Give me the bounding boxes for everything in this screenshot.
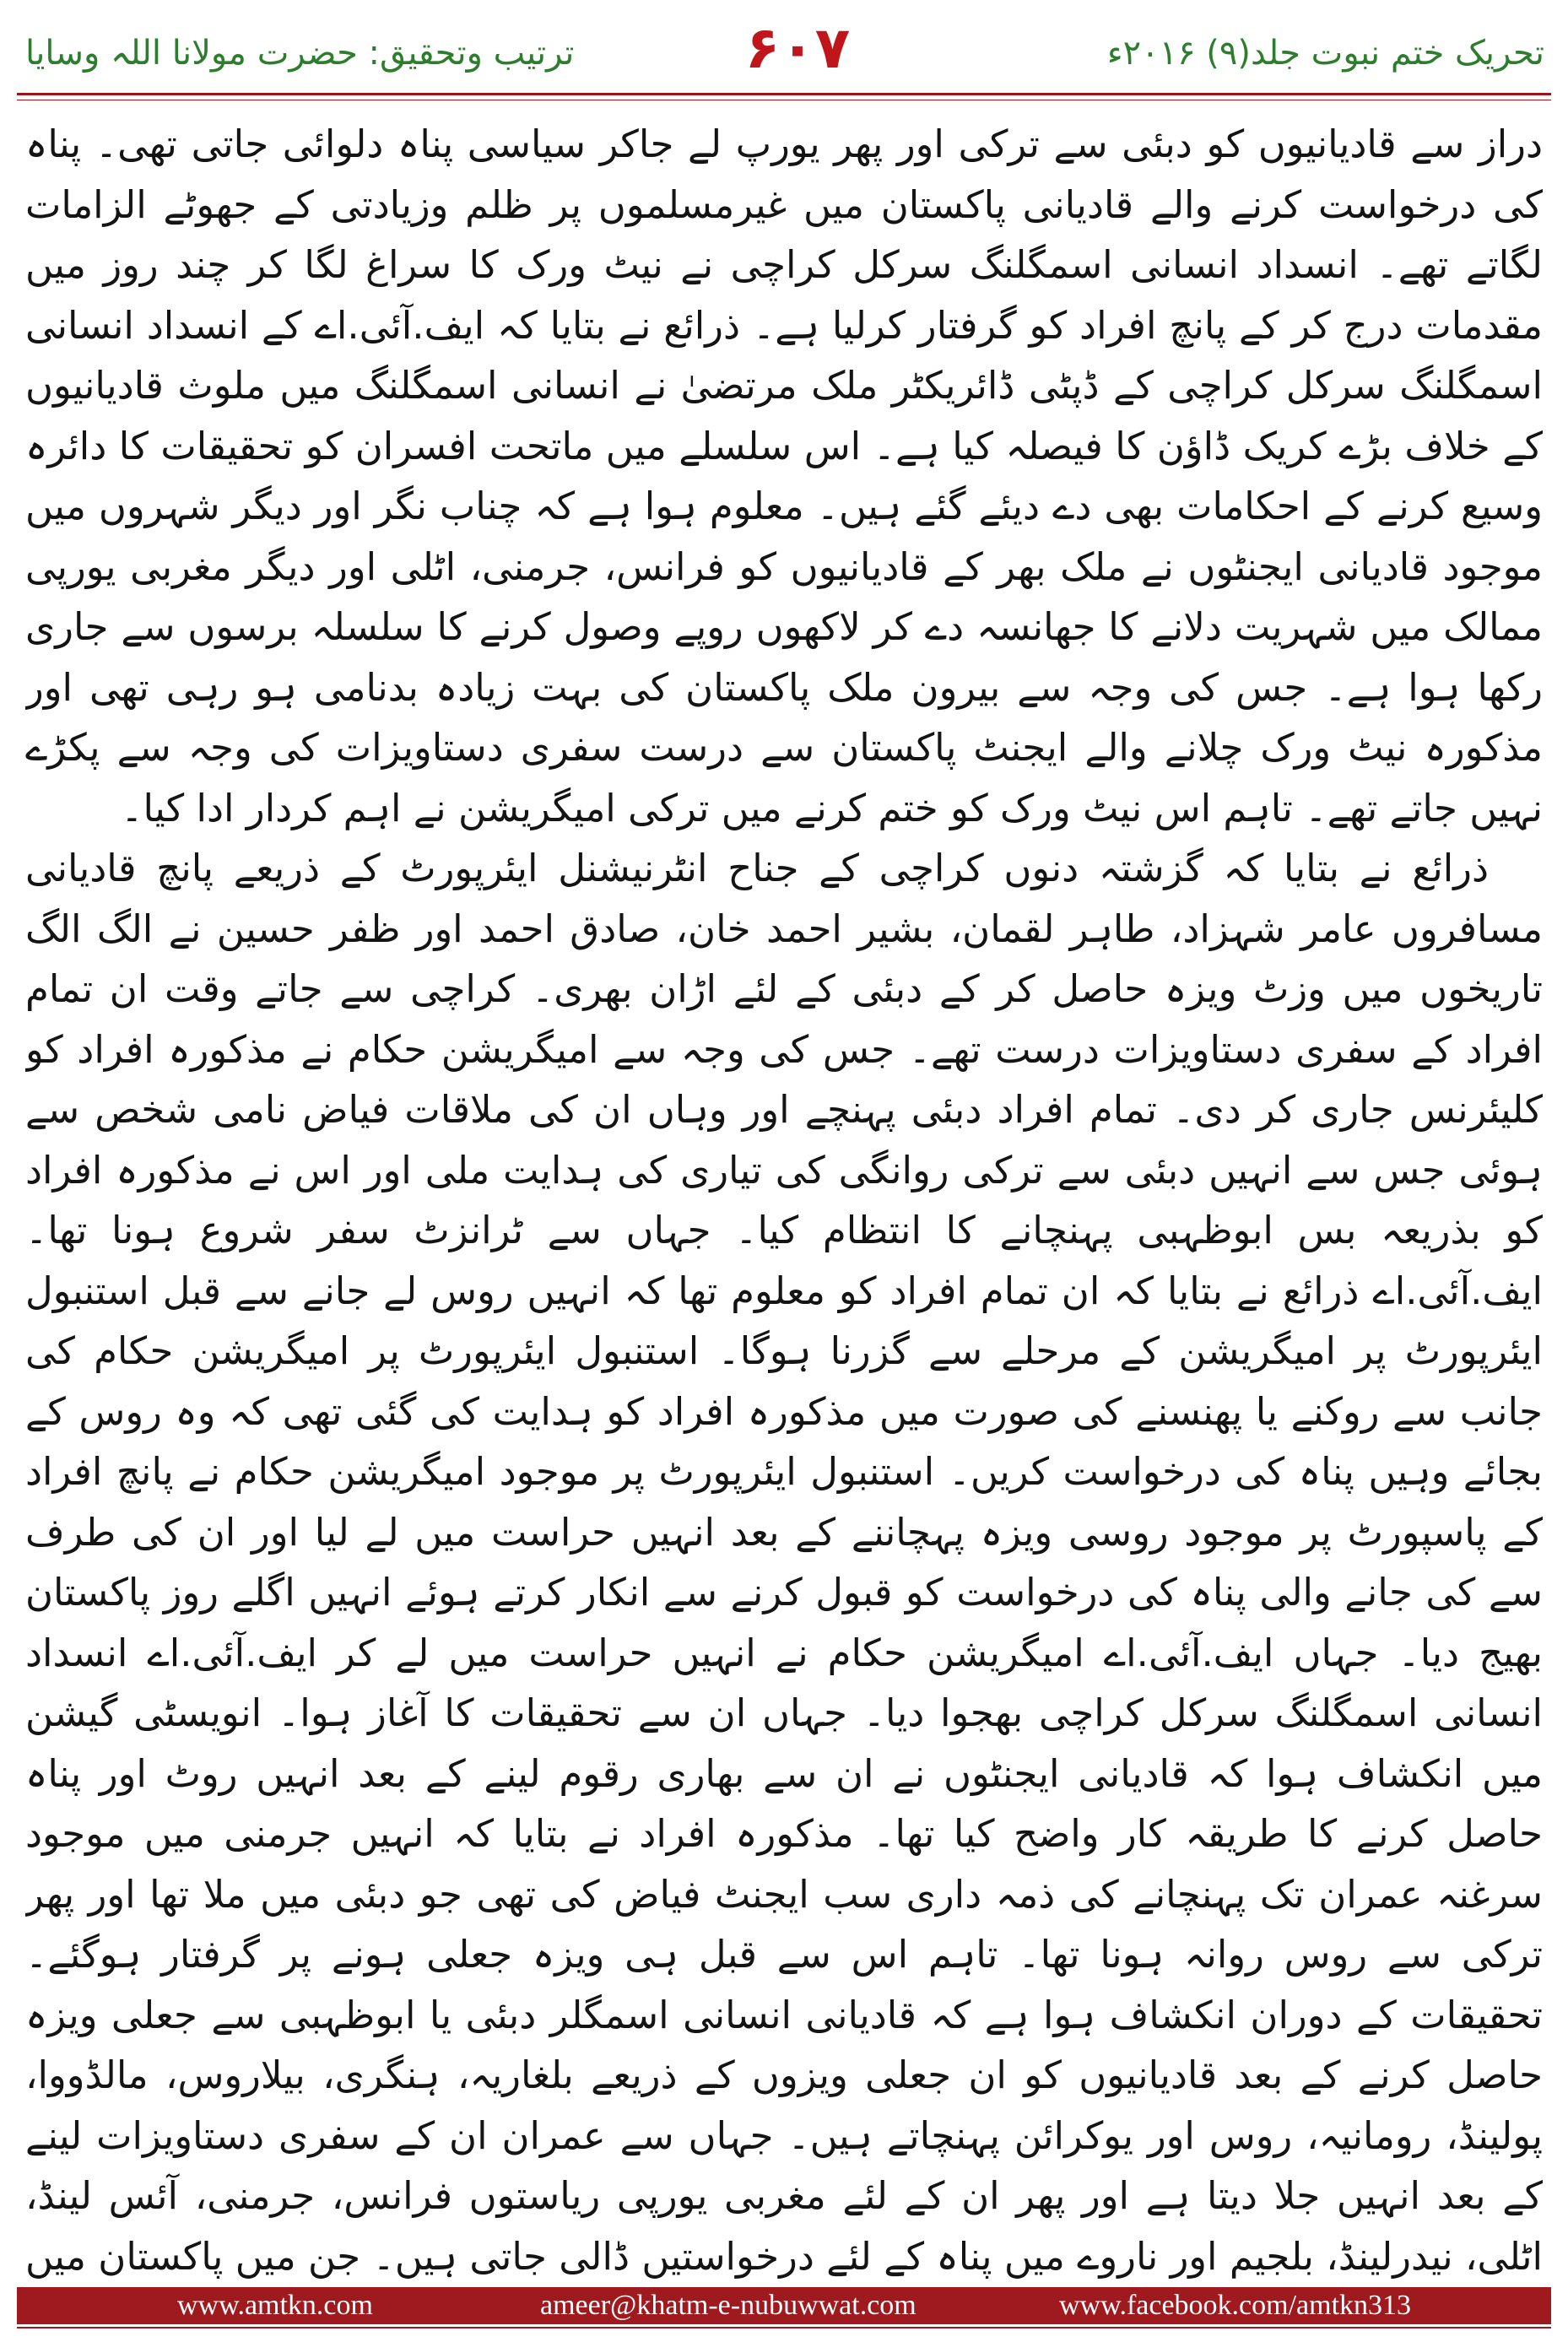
header-rule — [17, 93, 1551, 95]
article-body — [25, 114, 1543, 2287]
book-title: تحریک ختم نبوت جلد(۹) ۲۰۱۶ء — [1106, 34, 1544, 73]
paragraph-2: ذرائع نے بتایا کہ گزشتہ دنوں کراچی کے جناح انٹرنیشنل ایئرپورٹ کے ذریعے پانچ قادیانی مسافروں عامر شہزاد، طاہر لقمان، بشیر احمد خان، صادق احمد اور ظفر حسین نے الگ الگ تاریخوں میں وزٹ ویزہ حاصل کر کے دبئی کے لئے اڑان بھری۔ کراچی سے جاتے وقت ان تمام افراد کے سفری دستاویزات درست تھے۔ جس کی وجہ سے امیگریشن حکام نے مذکورہ افراد کو کلیئرنس جاری کر دی۔ تمام افراد دبئی پہنچے اور وہاں ان کی ملاقات فیاض نامی شخص سے ہوئی جس سے انہیں دبئی سے ترکی روانگی کی تیاری کی ہدایت ملی اور اس نے مذکورہ افراد کو بذریعہ بس ابوظہبی پہنچانے کا انتظام کیا۔ جہاں سے ٹرانزٹ سفر شروع ہونا تھا۔ ایف.آئی.اے ذرائع نے بتایا کہ ان تمام افراد کو معلوم تھا کہ انہیں روس لے جانے سے قبل استنبول ایئرپورٹ پر امیگریشن کے مرحلے سے گزرنا ہوگا۔ استنبول ایئرپورٹ پر امیگریشن حکام کی جانب سے روکنے یا پھنسنے کی صورت میں مذکورہ افراد کو ہدایت کی گئی تھی کہ وہ روس کے بجائے وہیں پناہ کی درخواست کریں۔ استنبول ایئرپورٹ پر موجود امیگریشن حکام نے پانچ افراد کے پاسپورٹ پر موجود روسی ویزہ پہچاننے کے بعد انہیں حراست میں لے لیا اور ان کی طرف سے کی جانے والی پناہ کی درخواست کو قبول کرنے سے انکار کرتے ہوئے انہیں اگلے روز پاکستان بھیج دیا۔ جہاں ایف.آئی.اے امیگریشن حکام نے انہیں حراست میں لے کر ایف.آئی.اے انسداد انسانی اسمگلنگ سرکل کراچی بھجوا دیا۔ جہاں ان سے تحقیقات کا آغاز ہوا۔ انویسٹی گیشن میں انکشاف ہوا کہ قادیانی ایجنٹوں نے ان سے بھاری رقوم لینے کے بعد انہیں روٹ اور پناہ حاصل کرنے کا طریقہ کار واضح کیا تھا۔ مذکورہ افراد نے بتایا کہ انہیں جرمنی میں موجود سرغنہ عمران تک پہنچانے کی ذمہ داری سب ایجنٹ فیاض کی تھی جو دبئی میں ملا تھا اور پھر ترکی سے روس روانہ ہونا تھا۔ تاہم اس سے قبل ہی ویزہ جعلی ہونے پر گرفتار ہوگئے۔ تحقیقات کے دوران انکشاف ہوا ہے کہ قادیانی انسانی اسمگلر دبئی یا ابوظہبی سے جعلی ویزہ حاصل کرنے کے بعد قادیانیوں کو ان جعلی ویزوں کے ذریعے بلغاریہ، ہنگری، بیلاروس، مالڈووا، پولینڈ، رومانیہ، روس اور یوکرائن پہنچاتے ہیں۔ جہاں سے عمران ان کے سفری دستاویزات لینے کے بعد انہیں جلا دیتا ہے اور پھر ان کے لئے مغربی یورپی ریاستوں فرانس، جرمنی، آئس لینڈ، اٹلی، نیدرلینڈ، بلجیم اور ناروے میں پناہ کے لئے درخواستیں ڈالی جاتی ہیں۔ جن میں پاکستان میں — [25, 846, 1543, 2279]
footer-rule — [17, 2327, 1551, 2328]
website-link[interactable]: www.amtkn.com — [177, 2290, 373, 2321]
compiler-credit: ترتیب وتحقیق: حضرت مولانا اللہ وسایا — [25, 34, 575, 73]
facebook-link[interactable]: www.facebook.com/amtkn313 — [1059, 2290, 1412, 2321]
paragraph-1: دراز سے قادیانیوں کو دبئی سے ترکی اور پھر یورپ لے جاکر سیاسی پناہ دلوائی جاتی تھی۔ پناہ کی درخواست کرنے والے قادیانی پاکستان میں غیرمسلموں پر ظلم وزیادتی کے جھوٹے الزامات لگاتے تھے۔ انسداد انسانی اسمگلنگ سرکل کراچی نے نیٹ ورک کا سراغ لگا کر چند روز میں مقدمات درج کر کے پانچ افراد کو گرفتار کرلیا ہے۔ ذرائع نے بتایا کہ ایف.آئی.اے کے انسداد انسانی اسمگلنگ سرکل کراچی کے ڈپٹی ڈائریکٹر ملک مرتضیٰ نے انسانی اسمگلنگ میں ملوث قادیانیوں کے خلاف بڑے کریک ڈاؤن کا فیصلہ کیا ہے۔ اس سلسلے میں ماتحت افسران کو تحقیقات کا دائرہ وسیع کرنے کے احکامات بھی دے دیئے گئے ہیں۔ معلوم ہوا ہے کہ چناب نگر اور دیگر شہروں میں موجود قادیانی ایجنٹوں نے ملک بھر کے قادیانیوں کو فرانس، جرمنی، اٹلی اور دیگر مغربی یورپی ممالک میں شہریت دلانے کا جھانسہ دے کر لاکھوں روپے وصول کرنے کا سلسلہ برسوں سے جاری رکھا ہوا ہے۔ جس کی وجہ سے بیرون ملک پاکستان کی بہت زیادہ بدنامی ہو رہی تھی اور مذکورہ نیٹ ورک چلانے والے ایجنٹ پاکستان سے درست سفری دستاویزات کی وجہ سے پکڑے نہیں جاتے تھے۔ تاہم اس نیٹ ورک کو ختم کرنے میں ترکی امیگریشن نے اہم کردار ادا کیا۔ — [25, 122, 1543, 830]
page-header — [0, 0, 1568, 83]
page-footer — [0, 2279, 1568, 2342]
page-number: ۶۰۷ — [744, 15, 851, 82]
email-link[interactable]: ameer@khatm-e-nubuwwat.com — [540, 2290, 916, 2321]
